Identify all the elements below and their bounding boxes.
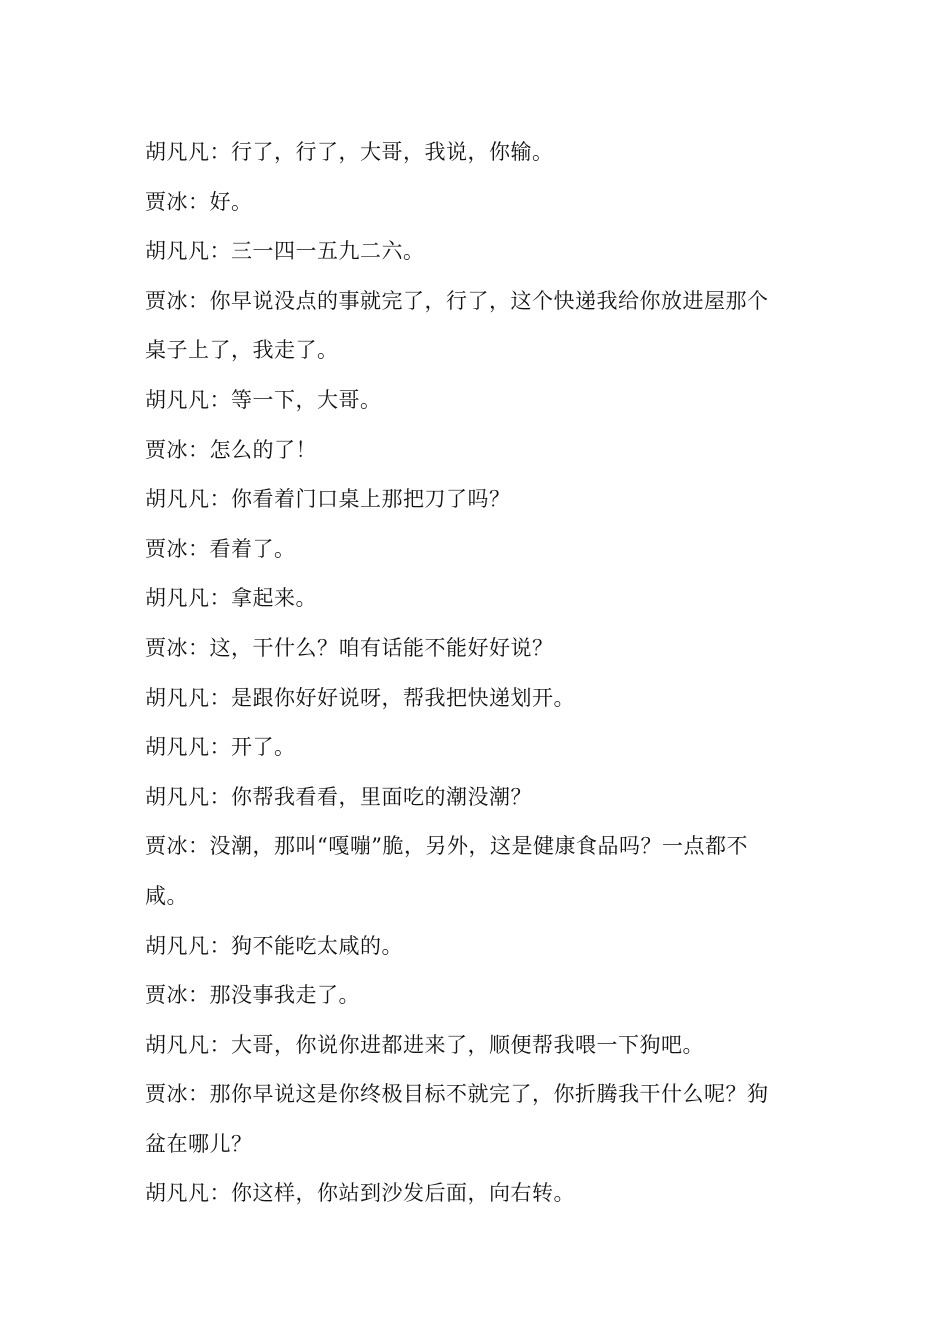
dialogue-text [145, 128, 805, 1219]
dialogue-line: 贾冰：没潮，那叫“嘎嘣”脆，另外，这是健康食品吗？一点都不 [145, 834, 748, 859]
dialogue-line: 胡凡凡：开了。 [145, 735, 296, 760]
dialogue-line: 胡凡凡：三一四一五九二六。 [145, 239, 425, 264]
dialogue-line: 贾冰：怎么的了！ [145, 437, 317, 462]
dialogue-line: 胡凡凡：大哥，你说你进都进来了，顺便帮我喂一下狗吧。 [145, 1032, 704, 1057]
dialogue-line: 贾冰：好。 [145, 189, 253, 214]
dialogue-line: 贾冰：那你早说这是你终极目标不就完了，你折腾我干什么呢？狗 [145, 1082, 769, 1107]
dialogue-line: 贾冰：你早说没点的事就完了，行了，这个快递我给你放进屋那个 [145, 288, 769, 313]
dialogue-line: 贾冰：看着了。 [145, 536, 296, 561]
dialogue-line: 胡凡凡：行了，行了，大哥，我说，你输。 [145, 140, 554, 164]
dialogue-line: 胡凡凡：你帮我看看，里面吃的潮没潮？ [145, 784, 532, 809]
dialogue-line: 胡凡凡：你看着门口桌上那把刀了吗？ [145, 487, 511, 512]
dialogue-line-continuation: 桌子上了，我走了。 [145, 338, 339, 363]
dialogue-line: 胡凡凡：拿起来。 [145, 586, 317, 611]
dialogue-line: 贾冰：这，干什么？咱有话能不能好好说？ [145, 635, 554, 660]
dialogue-line: 贾冰：那没事我走了。 [145, 983, 360, 1008]
dialogue-line: 胡凡凡：狗不能吃太咸的。 [145, 933, 403, 958]
dialogue-line: 胡凡凡：是跟你好好说呀，帮我把快递划开。 [145, 685, 575, 710]
dialogue-line-continuation: 咸。 [145, 883, 188, 908]
dialogue-line: 胡凡凡：等一下，大哥。 [145, 387, 382, 412]
dialogue-line: 胡凡凡：你这样，你站到沙发后面，向右转。 [145, 1181, 575, 1206]
dialogue-line-continuation: 盆在哪儿？ [145, 1131, 253, 1156]
